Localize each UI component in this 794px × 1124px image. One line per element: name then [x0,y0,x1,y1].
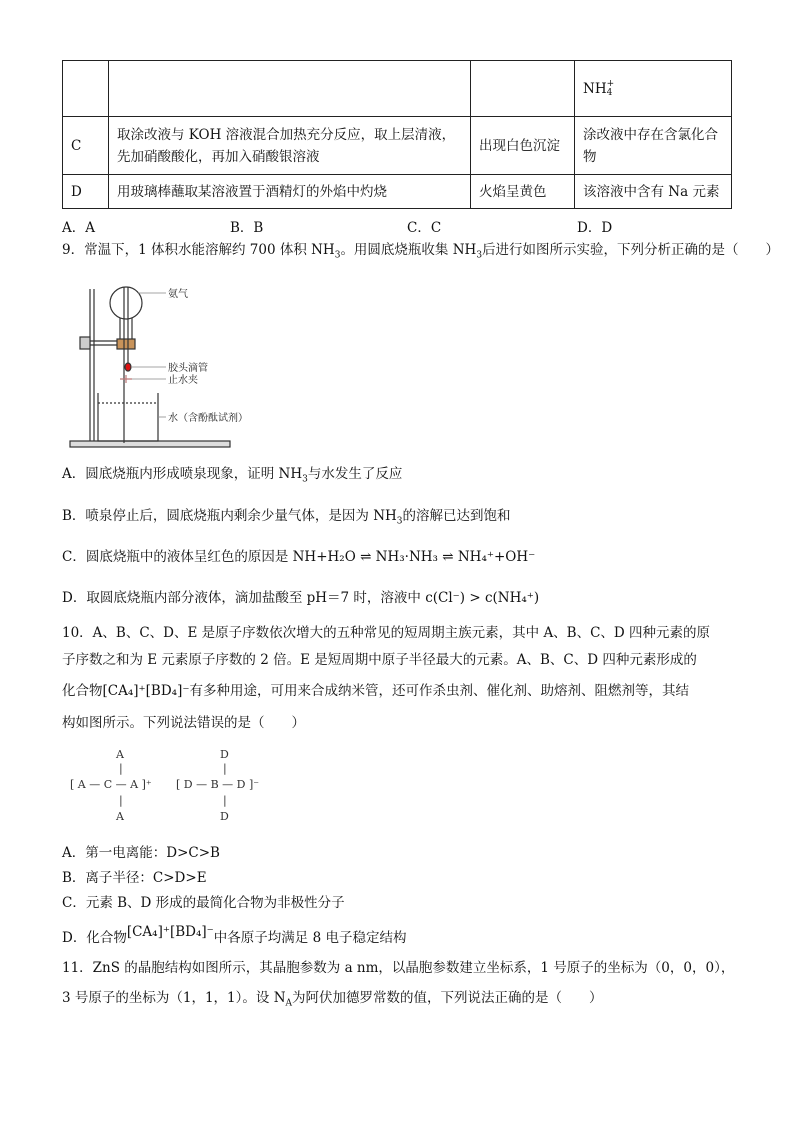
q9-stem: 9．常温下，1 体积水能溶解约 700 体积 $NH_3$。用圆底烧瓶收集 $NH_3$后进行如图所示实验，下列分析正确的是（ ） [62,242,780,261]
row-phenomenon: 火焰呈黄色 [471,175,575,209]
q10-line-2: 子序数之和为 E 元素原子序数的 2 倍。E 是短周期中原子半径最大的元素。A、B、C、D 四种元素形成的 [62,652,697,668]
row-operation: 取涂改液与 KOH 溶液混合加热充分反应，取上层清液，先加硝酸酸化，再加入硝酸银溶液 [109,117,471,175]
table-row [63,175,732,209]
q10-structure-diagram: A | [ A — C — A ]⁺ | A D | [ D — B — D ]⁻ | D [70,748,260,823]
label-clamp: 止水夹 [168,375,198,386]
q8-option-a: A．A [62,220,95,236]
q11-line-1: 11．ZnS 的晶胞结构如图所示，其晶胞参数为 a nm，以晶胞参数建立坐标系，1 号原子的坐标为（0，0，0）， [62,960,735,976]
q10-formula: [CA₄]⁺[BD₄]⁻ [102,683,190,699]
q8-option-d: D．D [577,220,613,236]
q8-options [62,216,662,236]
row-phenomenon: 出现白色沉淀 [471,117,575,175]
q8-table [62,60,732,209]
q11-line-2: 3 号原子的坐标为（1，1，1）。设 $N_A$为阿伏加德罗常数的值，下列说法正确的是（ ） [62,990,603,1009]
q9-option-c: C．圆底烧瓶中的液体呈红色的原因是 NH+H₂O ⇌ NH₃·NH₃ ⇌ NH₄⁺+OH⁻ [62,549,536,565]
q10-option-b: B．离子半径：C>D>E [62,870,207,886]
row-label: C [63,117,109,175]
q10-line-3: 化合物[CA₄]⁺[BD₄]⁻有多种用途，可用来合成纳米管，还可作杀虫剂、催化剂、助熔剂、阻燃剂等，其结 [62,683,689,699]
row-operation: 用玻璃棒蘸取某溶液置于酒精灯的外焰中灼烧 [109,175,471,209]
q9-option-d: D．取圆底烧瓶内部分液体，滴加盐酸至 pH＝7 时，溶液中 c(Cl⁻) > c(NH₄⁺) [62,590,540,606]
table-row [63,117,732,175]
q8-option-b: B．B [230,220,264,236]
q10-option-c: C．元素 B、D 形成的最简化合物为非极性分子 [62,895,345,911]
label-gas: 氨气 [168,289,188,300]
q9-option-b: B．喷泉停止后，圆底烧瓶内剩余少量气体，是因为 $NH_3$的溶解已达到饱和 [62,508,511,527]
row-label: D [63,175,109,209]
row-conclusion: 该溶液中含有 Na 元素 [575,175,732,209]
label-water: 水（含酚酞试剂） [168,413,248,424]
fountain-apparatus-diagram [66,283,266,453]
q10-d-formula: [CA₄]⁺[BD₄]⁻ [126,924,214,940]
q8-top-conclusion: NH + 4 [575,61,732,117]
row-conclusion: 涂改液中存在含氯化合物 [575,117,732,175]
q10-option-d: D．化合物[CA₄]⁺[BD₄]⁻中各原子均满足 8 电子稳定结构 [62,924,407,946]
q10-line-1: 10．A、B、C、D、E 是原子序数依次增大的五种常见的短周期主族元素，其中 A、B、C、D 四种元素的原 [62,625,711,641]
label-dropper: 胶头滴管 [168,363,208,374]
q9-option-a: A．圆底烧瓶内形成喷泉现象，证明 $NH_3$与水发生了反应 [62,466,403,485]
table-row [63,61,732,117]
q10-option-a: A．第一电离能：D>C>B [62,845,220,861]
q8-option-c: C．C [407,220,442,236]
q10-line-4: 构如图所示。下列说法错误的是（ ） [62,715,305,731]
